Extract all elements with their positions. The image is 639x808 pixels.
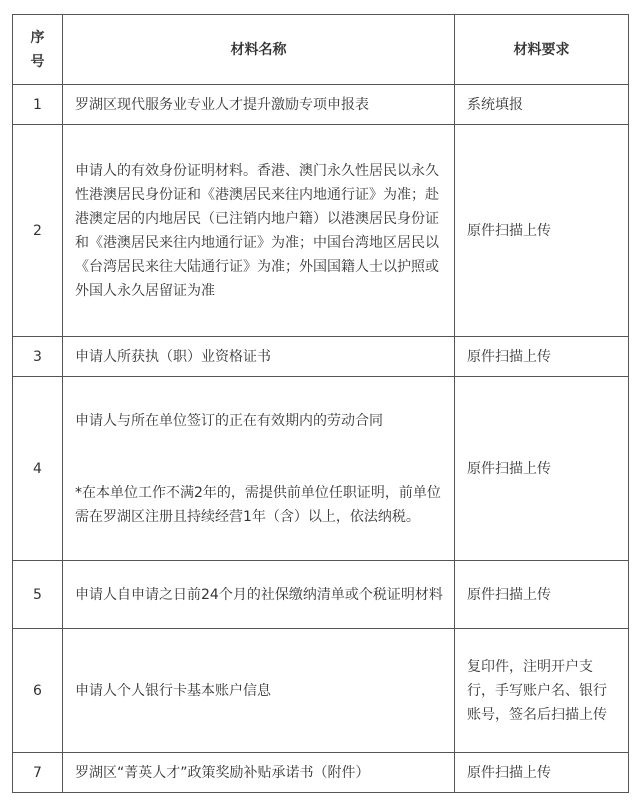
blank-gap	[75, 433, 446, 481]
table-row	[13, 85, 629, 125]
row-number: 7	[13, 753, 63, 793]
row-number: 5	[13, 561, 63, 629]
material-name: 申请人所获执（职）业资格证书	[63, 337, 455, 377]
header-requirement: 材料要求	[455, 15, 629, 85]
material-requirement: 复印件，注明开户支行，手写账户名、银行账号，签名后扫描上传	[455, 629, 629, 753]
material-name: 申请人与所在单位签订的正在有效期内的劳动合同	[75, 412, 383, 429]
header-no-line1: 序	[30, 29, 45, 46]
material-requirement: 系统填报	[455, 85, 629, 125]
material-requirement: 原件扫描上传	[455, 753, 629, 793]
material-name: 申请人的有效身份证明材料。香港、澳门永久性居民以永久性港澳居民身份证和《港澳居民来往内地通行证》为准；赴港澳定居的内地居民（已注销内地户籍）以港澳居民身份证和《港澳居民来往内地通行证》为准；中国台湾地区居民以《台湾居民来往大陆通行证》为准；外国国籍人士以护照或外国人永久居留证为准	[63, 125, 455, 337]
material-note: *在本单位工作不满2年的，需提供前单位任职证明，前单位需在罗湖区注册且持续经营1年（含）以上，依法纳税。	[75, 484, 441, 525]
header-row	[13, 15, 629, 85]
table-row	[13, 337, 629, 377]
table-row	[13, 629, 629, 753]
table-row	[13, 561, 629, 629]
materials-table	[12, 14, 629, 793]
row-number: 2	[13, 125, 63, 337]
material-name: 罗湖区“菁英人才”政策奖励补贴承诺书（附件）	[63, 753, 455, 793]
material-name: 罗湖区现代服务业专业人才提升激励专项申报表	[63, 85, 455, 125]
row-number: 6	[13, 629, 63, 753]
material-requirement: 原件扫描上传	[455, 337, 629, 377]
row-number: 4	[13, 377, 63, 561]
header-name: 材料名称	[63, 15, 455, 85]
material-name: 申请人自申请之日前24个月的社保缴纳清单或个税证明材料	[63, 561, 455, 629]
header-no-line2: 号	[30, 53, 45, 70]
table-row	[13, 377, 629, 561]
table-row	[13, 125, 629, 337]
material-name-cell	[63, 377, 455, 561]
row-number: 1	[13, 85, 63, 125]
material-requirement: 原件扫描上传	[455, 125, 629, 337]
material-requirement: 原件扫描上传	[455, 561, 629, 629]
material-requirement: 原件扫描上传	[455, 377, 629, 561]
row-number: 3	[13, 337, 63, 377]
table-row	[13, 753, 629, 793]
material-name: 申请人个人银行卡基本账户信息	[63, 629, 455, 753]
header-no	[13, 15, 63, 85]
